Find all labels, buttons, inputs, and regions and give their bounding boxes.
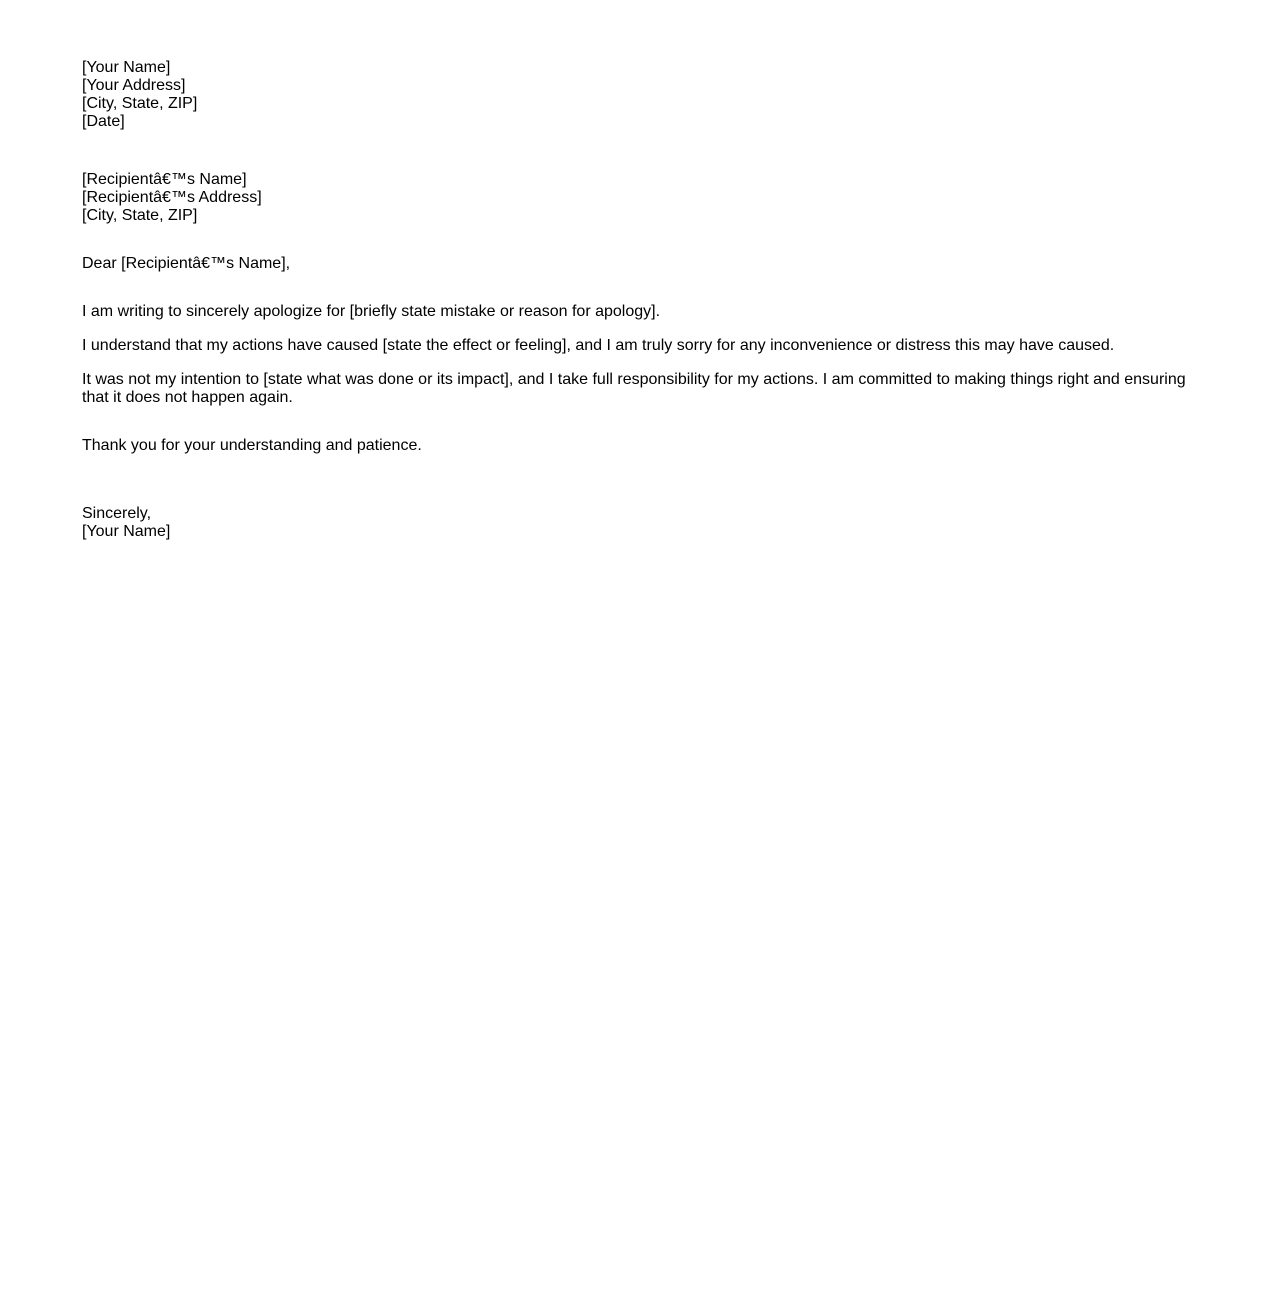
recipient-name: [Recipientâ€™s Name] xyxy=(82,171,247,188)
signature-name: [Your Name] xyxy=(82,523,171,540)
body-paragraph-3 xyxy=(82,371,1202,407)
sender-name: [Your Name] xyxy=(82,59,171,76)
recipient-address: [Recipientâ€™s Address] xyxy=(82,189,262,206)
body-paragraph-2 xyxy=(82,337,1202,355)
body-paragraph-1 xyxy=(82,303,1202,321)
paragraph-text: It was not my intention to [state what was done or its impact], and I take full responsibility for my actions. I am committed to making things right and ensuring that it does not happen again. xyxy=(82,371,1186,406)
paragraph-text: I am writing to sincerely apologize for [briefly state mistake or reason for apology]. xyxy=(82,303,661,320)
sender-address: [Your Address] xyxy=(82,77,186,94)
valediction: Sincerely, xyxy=(82,505,152,522)
salutation-text: Dear [Recipientâ€™s Name], xyxy=(82,255,291,272)
sender-block xyxy=(82,59,1202,131)
thanks-text: Thank you for your understanding and patience. xyxy=(82,437,422,454)
letter xyxy=(82,59,1202,541)
closing-block xyxy=(82,505,1202,541)
paragraph-text: I understand that my actions have caused [state the effect or feeling], and I am truly sorry for any inconvenience or distress this may have caused. xyxy=(82,337,1115,354)
recipient-city-state-zip: [City, State, ZIP] xyxy=(82,207,198,224)
recipient-block xyxy=(82,171,1202,225)
salutation xyxy=(82,255,1202,273)
thanks-paragraph xyxy=(82,437,1202,455)
sender-city-state-zip: [City, State, ZIP] xyxy=(82,95,198,112)
letter-date: [Date] xyxy=(82,113,125,130)
